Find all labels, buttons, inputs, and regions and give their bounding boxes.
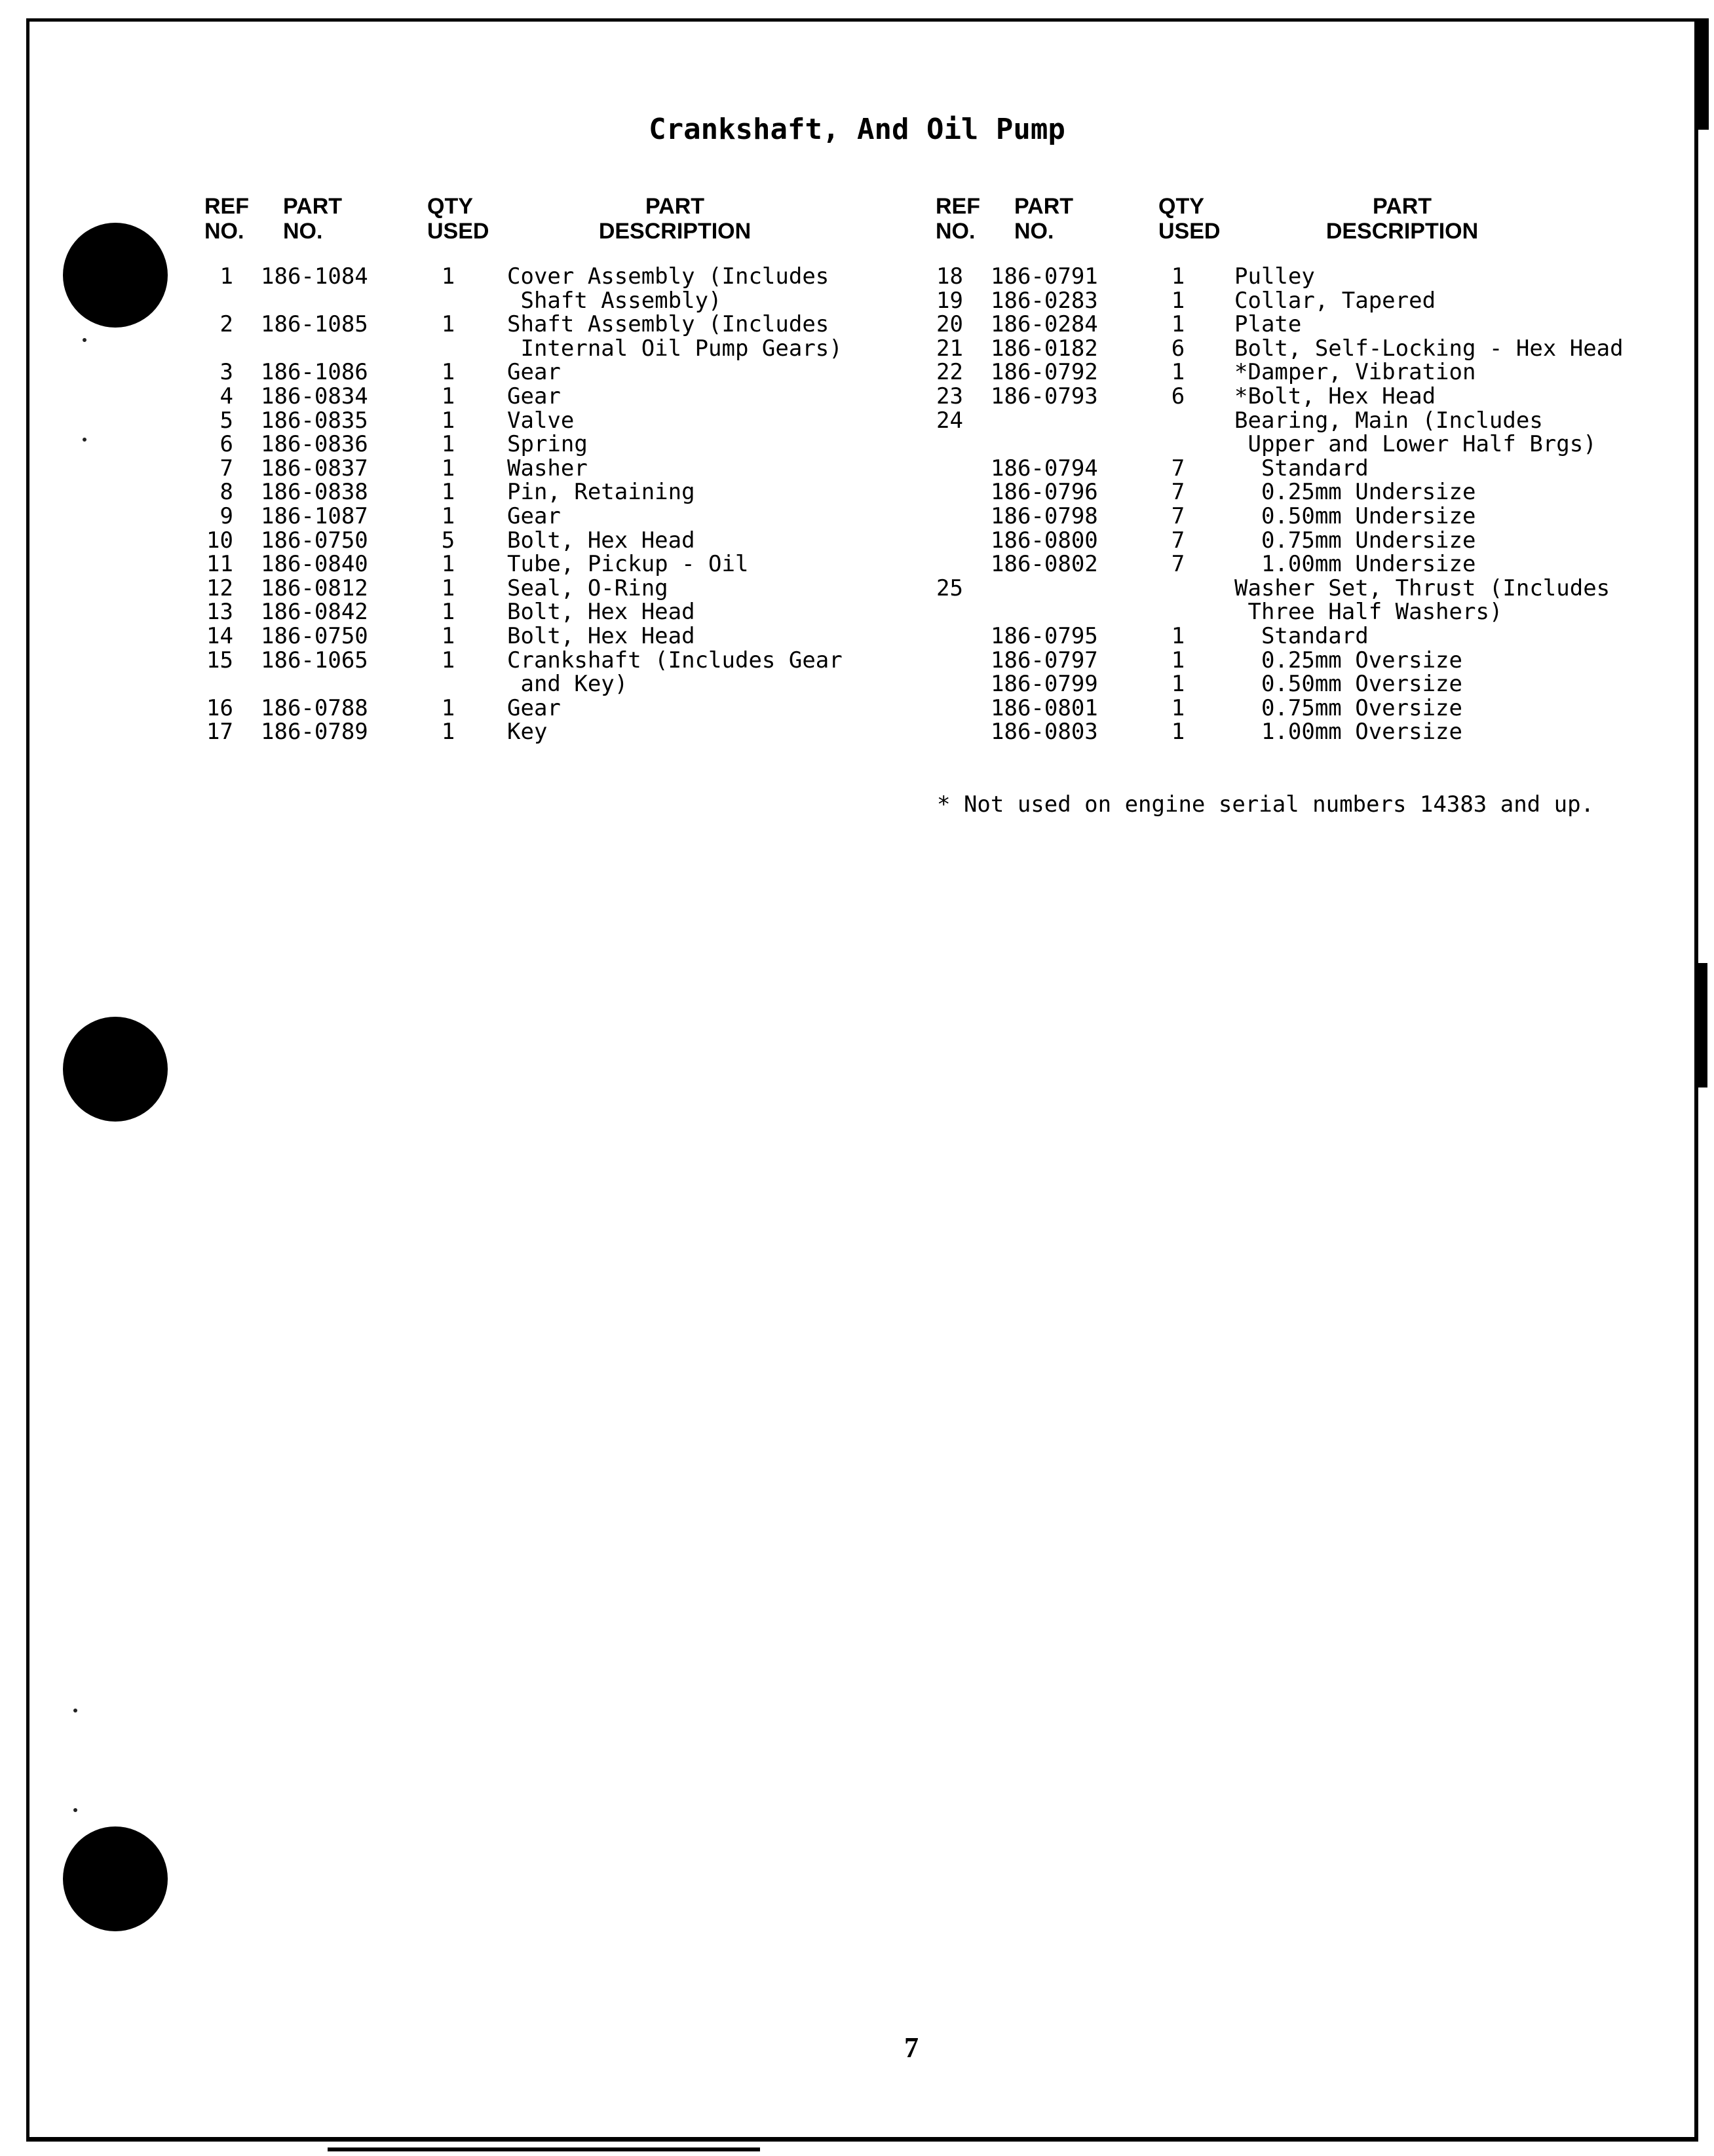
- binder-hole: [63, 1017, 168, 1122]
- cell-part: 186-1087: [261, 503, 368, 529]
- header-part-no: PART NO.: [283, 194, 343, 244]
- cell-part: 186-0797: [991, 647, 1098, 673]
- cell-ref: 7: [219, 455, 233, 482]
- cell-qty: 1: [441, 311, 455, 338]
- cell-desc: *Damper, Vibration: [1234, 359, 1476, 386]
- cell-qty: 1: [441, 383, 455, 409]
- cell-qty: 1: [441, 263, 455, 290]
- cell-part: 186-0835: [261, 407, 368, 434]
- cell-desc: Shaft Assembly (Includes: [507, 311, 829, 338]
- page-border-left: [26, 18, 29, 2141]
- cell-qty: 7: [1171, 503, 1185, 529]
- cell-ref: 16: [206, 694, 233, 721]
- cell-qty: 1: [441, 407, 455, 434]
- cell-part: 186-0796: [991, 479, 1098, 506]
- cell-part: 186-0283: [991, 287, 1098, 314]
- cell-qty: 1: [1171, 694, 1185, 721]
- cell-desc: Internal Oil Pump Gears): [507, 335, 843, 362]
- cell-part: 186-0798: [991, 503, 1098, 529]
- cell-part: 186-0788: [261, 694, 368, 721]
- cell-ref: 2: [219, 311, 233, 338]
- cell-part: 186-0799: [991, 671, 1098, 698]
- cell-desc: Pulley: [1234, 263, 1315, 290]
- cell-qty: 1: [441, 431, 455, 458]
- cell-part: 186-0803: [991, 719, 1098, 746]
- cell-desc: Gear: [507, 359, 561, 386]
- cell-desc: Cover Assembly (Includes: [507, 263, 829, 290]
- cell-qty: 1: [1171, 263, 1185, 290]
- cell-ref: 15: [206, 647, 233, 673]
- cell-desc: Plate: [1234, 311, 1302, 338]
- cell-ref: 23: [936, 383, 963, 409]
- cell-qty: 5: [441, 527, 455, 554]
- cell-ref: 5: [219, 407, 233, 434]
- header-qty-used: QTY USED: [427, 194, 489, 244]
- cell-part: 186-0801: [991, 694, 1098, 721]
- cell-desc: Collar, Tapered: [1234, 287, 1436, 314]
- page-border-top: [26, 18, 1696, 22]
- cell-desc: 0.75mm Undersize: [1234, 527, 1476, 554]
- cell-ref: 20: [936, 311, 963, 338]
- cell-ref: 17: [206, 719, 233, 746]
- cell-qty: 1: [1171, 623, 1185, 649]
- cell-qty: 7: [1171, 551, 1185, 578]
- cell-ref: 12: [206, 575, 233, 601]
- cell-desc: Seal, O-Ring: [507, 575, 668, 601]
- cell-desc: 0.25mm Undersize: [1234, 479, 1476, 506]
- cell-desc: Pin, Retaining: [507, 479, 695, 506]
- scan-speck: [73, 1709, 77, 1712]
- cell-part: 186-1085: [261, 311, 368, 338]
- cell-qty: 1: [441, 575, 455, 601]
- header-ref-no: REF NO.: [204, 194, 249, 244]
- scan-edge-mark: [1694, 963, 1707, 1087]
- page-border-bottom: [26, 2137, 1698, 2142]
- page-number: 7: [904, 2032, 919, 2064]
- cell-qty: 1: [441, 551, 455, 578]
- cell-ref: 6: [219, 431, 233, 458]
- scan-speck: [73, 1808, 77, 1812]
- binder-hole: [63, 1826, 168, 1931]
- cell-part: 186-0284: [991, 311, 1098, 338]
- cell-qty: 7: [1171, 479, 1185, 506]
- cell-desc: Upper and Lower Half Brgs): [1234, 431, 1597, 458]
- header-part-no: PART NO.: [1014, 194, 1074, 244]
- cell-desc: Bolt, Hex Head: [507, 599, 695, 626]
- cell-desc: Washer: [507, 455, 588, 482]
- cell-ref: 1: [219, 263, 233, 290]
- cell-ref: 13: [206, 599, 233, 626]
- cell-desc: Tube, Pickup - Oil: [507, 551, 749, 578]
- cell-part: 186-0802: [991, 551, 1098, 578]
- cell-qty: 1: [441, 503, 455, 529]
- cell-desc: Gear: [507, 503, 561, 529]
- scan-edge-mark: [328, 2147, 760, 2151]
- cell-desc: Three Half Washers): [1234, 599, 1503, 626]
- cell-ref: 9: [219, 503, 233, 529]
- cell-ref: 11: [206, 551, 233, 578]
- cell-part: 186-1065: [261, 647, 368, 673]
- cell-desc: 0.25mm Oversize: [1234, 647, 1462, 673]
- cell-part: 186-0795: [991, 623, 1098, 649]
- cell-part: 186-1084: [261, 263, 368, 290]
- cell-desc: Gear: [507, 383, 561, 409]
- cell-part: 186-0791: [991, 263, 1098, 290]
- cell-part: 186-0794: [991, 455, 1098, 482]
- cell-part: 186-0800: [991, 527, 1098, 554]
- cell-qty: 1: [1171, 287, 1185, 314]
- cell-qty: 1: [441, 647, 455, 673]
- cell-part: 186-1086: [261, 359, 368, 386]
- cell-part: 186-0750: [261, 527, 368, 554]
- cell-part: 186-0750: [261, 623, 368, 649]
- cell-qty: 1: [1171, 359, 1185, 386]
- header-part-description: PART DESCRIPTION: [1325, 194, 1479, 244]
- cell-part: 186-0789: [261, 719, 368, 746]
- cell-qty: 7: [1171, 527, 1185, 554]
- scan-speck: [83, 338, 86, 342]
- cell-desc: Bearing, Main (Includes: [1234, 407, 1543, 434]
- cell-part: 186-0812: [261, 575, 368, 601]
- cell-desc: Bolt, Hex Head: [507, 623, 695, 649]
- cell-qty: 1: [1171, 647, 1185, 673]
- cell-desc: Valve: [507, 407, 575, 434]
- cell-desc: Key: [507, 719, 548, 746]
- cell-qty: 1: [1171, 719, 1185, 746]
- cell-desc: 1.00mm Oversize: [1234, 719, 1462, 746]
- cell-desc: 1.00mm Undersize: [1234, 551, 1476, 578]
- scan-speck: [83, 438, 86, 442]
- cell-desc: 0.50mm Undersize: [1234, 503, 1476, 529]
- cell-desc: 0.75mm Oversize: [1234, 694, 1462, 721]
- cell-desc: Bolt, Hex Head: [507, 527, 695, 554]
- cell-ref: 14: [206, 623, 233, 649]
- cell-desc: Crankshaft (Includes Gear: [507, 647, 843, 673]
- header-ref-no: REF NO.: [936, 194, 980, 244]
- cell-part: 186-0842: [261, 599, 368, 626]
- cell-ref: 3: [219, 359, 233, 386]
- cell-ref: 19: [936, 287, 963, 314]
- cell-ref: 18: [936, 263, 963, 290]
- cell-qty: 6: [1171, 335, 1185, 362]
- cell-part: 186-0182: [991, 335, 1098, 362]
- cell-part: 186-0836: [261, 431, 368, 458]
- cell-ref: 10: [206, 527, 233, 554]
- cell-qty: 1: [441, 599, 455, 626]
- page-title: Crankshaft, And Oil Pump: [649, 113, 1065, 146]
- cell-part: 186-0793: [991, 383, 1098, 409]
- cell-ref: 22: [936, 359, 963, 386]
- cell-ref: 21: [936, 335, 963, 362]
- cell-desc: Washer Set, Thrust (Includes: [1234, 575, 1610, 601]
- cell-qty: 1: [441, 359, 455, 386]
- cell-ref: 24: [936, 407, 963, 434]
- cell-desc: Standard: [1234, 623, 1369, 649]
- cell-qty: 1: [1171, 671, 1185, 698]
- cell-qty: 6: [1171, 383, 1185, 409]
- cell-part: 186-0834: [261, 383, 368, 409]
- cell-desc: and Key): [507, 671, 628, 698]
- cell-part: 186-0840: [261, 551, 368, 578]
- cell-ref: 4: [219, 383, 233, 409]
- cell-part: 186-0837: [261, 455, 368, 482]
- cell-desc: Gear: [507, 694, 561, 721]
- binder-hole: [63, 223, 168, 328]
- cell-qty: 1: [441, 455, 455, 482]
- cell-qty: 7: [1171, 455, 1185, 482]
- cell-qty: 1: [441, 694, 455, 721]
- cell-ref: 8: [219, 479, 233, 506]
- cell-qty: 1: [441, 623, 455, 649]
- cell-qty: 1: [441, 719, 455, 746]
- cell-ref: 25: [936, 575, 963, 601]
- cell-part: 186-0792: [991, 359, 1098, 386]
- cell-desc: Shaft Assembly): [507, 287, 722, 314]
- cell-desc: 0.50mm Oversize: [1234, 671, 1462, 698]
- cell-qty: 1: [1171, 311, 1185, 338]
- cell-desc: Standard: [1234, 455, 1369, 482]
- header-part-description: PART DESCRIPTION: [598, 194, 752, 244]
- footnote: * Not used on engine serial numbers 14383 and up.: [937, 791, 1595, 818]
- cell-desc: Bolt, Self-Locking - Hex Head: [1234, 335, 1624, 362]
- cell-desc: Spring: [507, 431, 588, 458]
- header-qty-used: QTY USED: [1158, 194, 1221, 244]
- cell-part: 186-0838: [261, 479, 368, 506]
- cell-qty: 1: [441, 479, 455, 506]
- cell-desc: *Bolt, Hex Head: [1234, 383, 1436, 409]
